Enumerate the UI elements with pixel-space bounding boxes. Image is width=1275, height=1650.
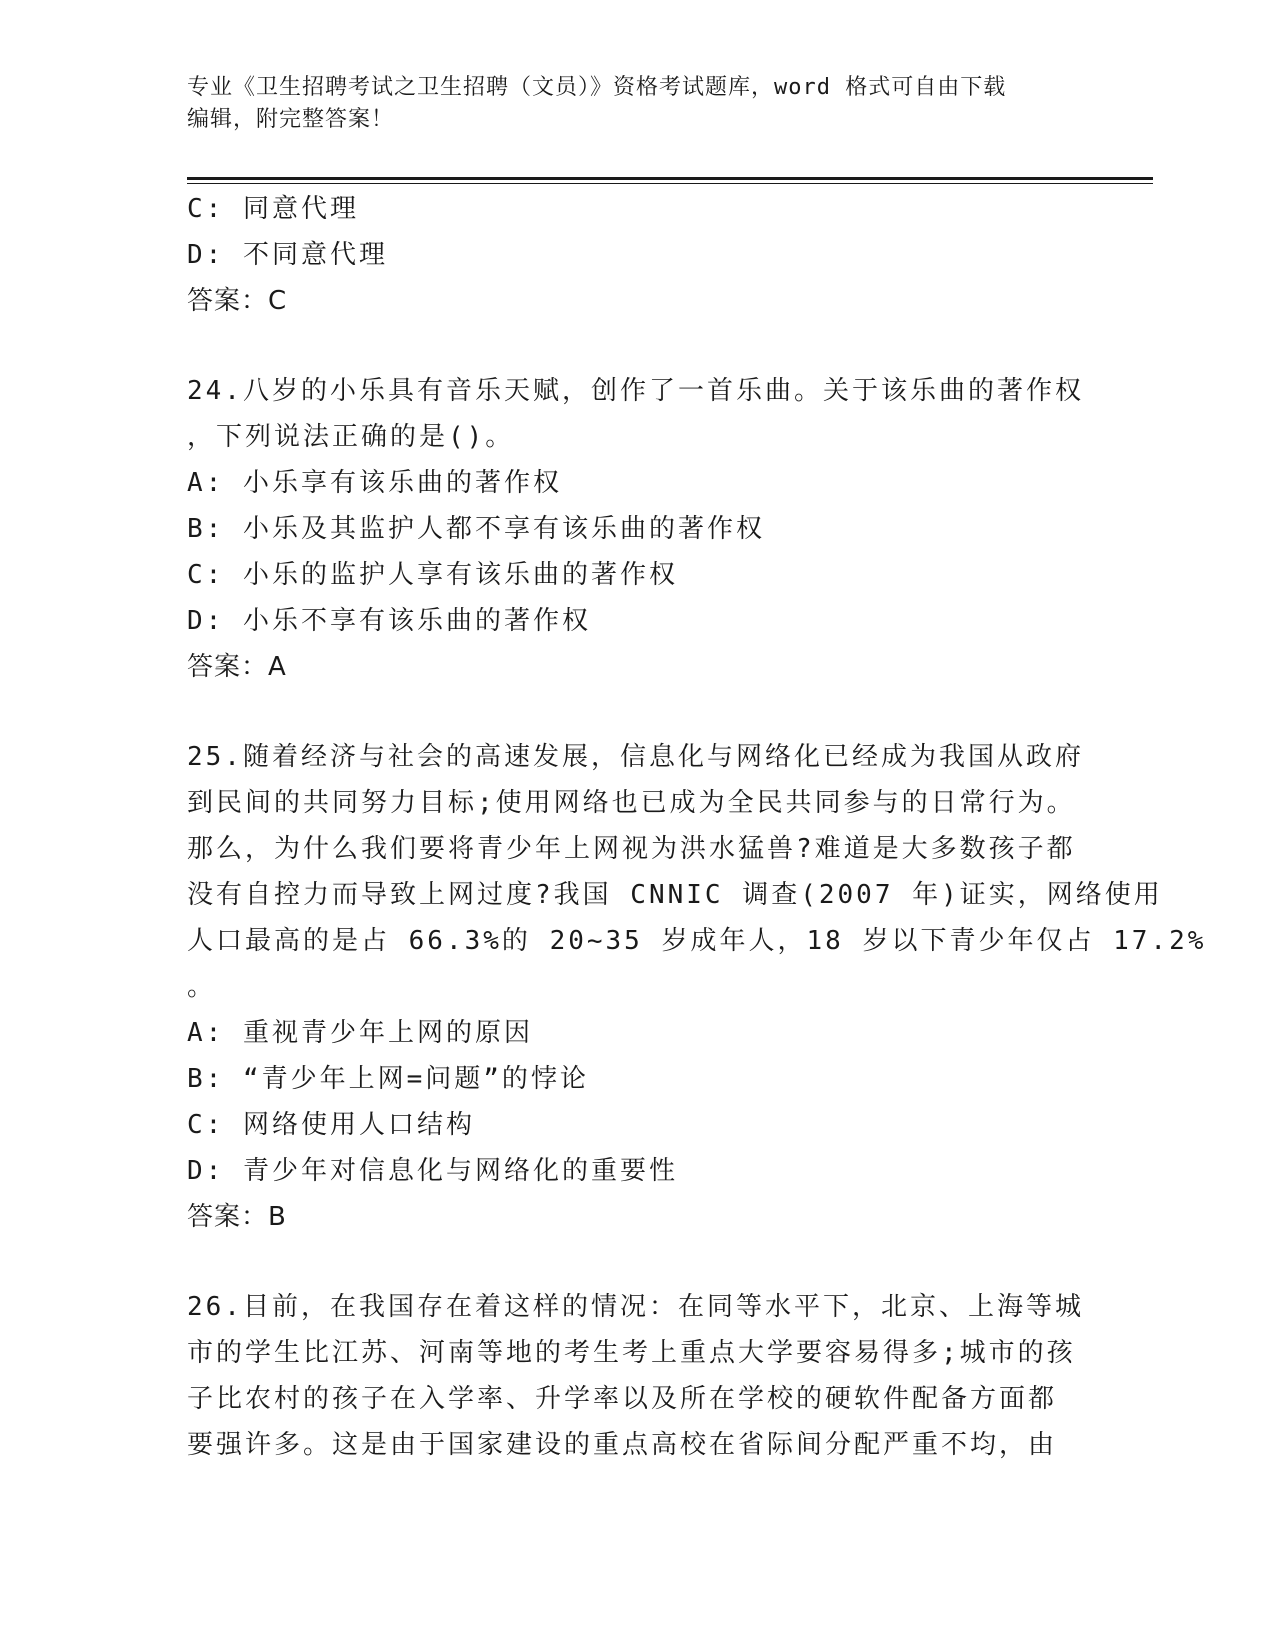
option-b: B: “青少年上网=问题”的悖论 xyxy=(187,1064,589,1094)
previous-question-tail xyxy=(187,186,1087,324)
header-rule-thick xyxy=(187,177,1153,180)
option-c: C: 同意代理 xyxy=(187,194,359,224)
question-stem: 26.目前，在我国存在着这样的情况：在同等水平下，北京、上海等城 xyxy=(187,1292,1084,1322)
spacer xyxy=(187,690,1087,734)
question-25 xyxy=(187,734,1207,1240)
question-stem: 24.八岁的小乐具有音乐天赋，创作了一首乐曲。关于该乐曲的著作权 xyxy=(187,376,1084,406)
question-stem: 25.随着经济与社会的高速发展，信息化与网络化已经成为我国从政府 xyxy=(187,742,1084,772)
option-c: C: 小乐的监护人享有该乐曲的著作权 xyxy=(187,560,678,590)
option-d: D: 不同意代理 xyxy=(187,240,388,270)
answer-line: 答案：A xyxy=(187,652,287,682)
question-content xyxy=(187,186,1207,1468)
question-stem: 市的学生比江苏、河南等地的考生考上重点大学要容易得多;城市的孩 xyxy=(187,1338,1076,1368)
option-a: A: 小乐享有该乐曲的著作权 xyxy=(187,468,562,498)
question-24 xyxy=(187,368,1087,690)
question-stem: 子比农村的孩子在入学率、升学率以及所在学校的硬软件配备方面都 xyxy=(187,1384,1058,1414)
spacer xyxy=(187,1240,1087,1284)
header-rule-thin xyxy=(187,183,1153,184)
option-d: D: 小乐不享有该乐曲的著作权 xyxy=(187,606,591,636)
question-stem: 没有自控力而导致上网过度?我国 CNNIC 调查(2007 年)证实，网络使用 xyxy=(187,880,1163,910)
header-line-1: 专业《卫生招聘考试之卫生招聘（文员）》资格考试题库，word 格式可自由下载 xyxy=(187,75,1007,100)
option-c: C: 网络使用人口结构 xyxy=(187,1110,475,1140)
question-stem: ，下列说法正确的是()。 xyxy=(187,422,515,452)
option-a: A: 重视青少年上网的原因 xyxy=(187,1018,533,1048)
question-stem: 要强许多。这是由于国家建设的重点高校在省际间分配严重不均，由 xyxy=(187,1430,1058,1460)
option-b: B: 小乐及其监护人都不享有该乐曲的著作权 xyxy=(187,514,765,544)
page-header xyxy=(187,72,1087,136)
question-stem: 到民间的共同努力目标;使用网络也已成为全民共同参与的日常行为。 xyxy=(187,788,1076,818)
question-stem: 。 xyxy=(187,972,217,1002)
header-line-2: 编辑，附完整答案！ xyxy=(187,107,395,132)
option-d: D: 青少年对信息化与网络化的重要性 xyxy=(187,1156,678,1186)
spacer xyxy=(187,324,1087,368)
question-26 xyxy=(187,1284,1087,1468)
answer-line: 答案：B xyxy=(187,1202,287,1232)
answer-line: 答案：C xyxy=(187,286,288,316)
question-stem: 那么，为什么我们要将青少年上网视为洪水猛兽?难道是大多数孩子都 xyxy=(187,834,1076,864)
question-stem: 人口最高的是占 66.3%的 20~35 岁成年人，18 岁以下青少年仅占 17.2% xyxy=(187,926,1207,956)
